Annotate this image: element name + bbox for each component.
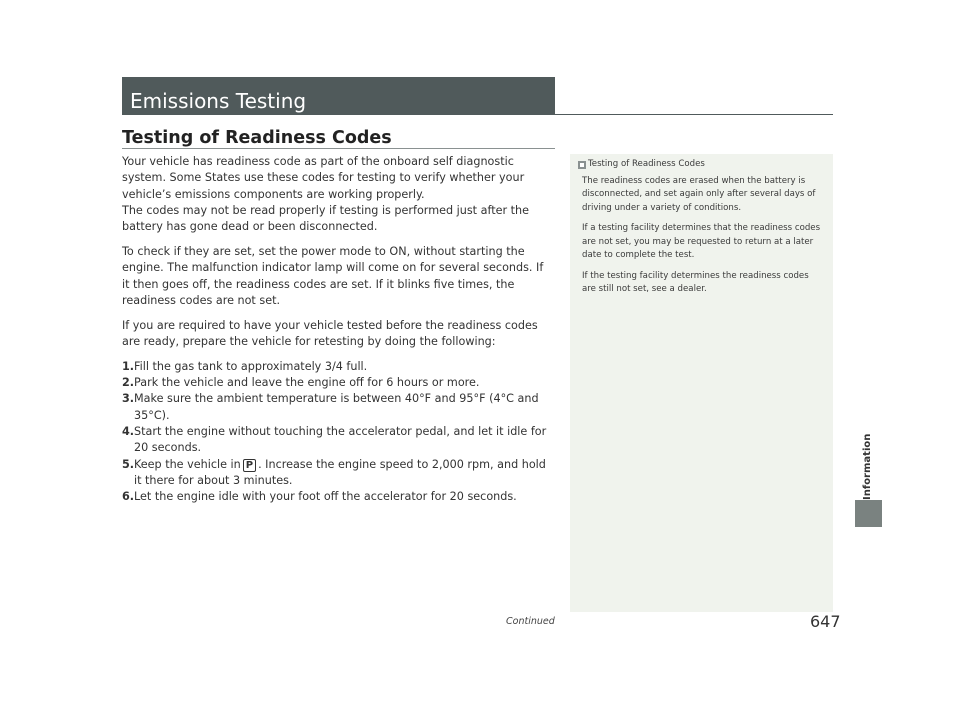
page-number: 647 bbox=[810, 612, 841, 631]
paragraph: If you are required to have your vehicle tested before the readiness codes are ready, prepare the vehicle for retesting by doing the following: bbox=[122, 318, 538, 348]
paragraph: To check if they are set, set the power mode to ON, without starting the engine. The malfunction indicator lamp will come on for several seconds. If it then goes off, the readiness codes are set. If it blinks five times, the readiness codes are not set. bbox=[122, 244, 544, 307]
step-text: Make sure the ambient temperature is between 40°F and 95°F (4°C and 35°C). bbox=[134, 392, 539, 422]
note-paragraph: If a testing facility determines that the readiness codes are not set, you may be requested to return at a later date to complete the test. bbox=[582, 223, 821, 260]
reference-icon bbox=[578, 161, 586, 169]
title-rule bbox=[122, 148, 555, 149]
step-number: 5. bbox=[122, 457, 135, 471]
section-header-title: Emissions Testing bbox=[130, 89, 307, 113]
note-heading bbox=[578, 158, 825, 172]
main-body bbox=[122, 154, 554, 505]
list-item bbox=[122, 359, 554, 375]
step-number: 1. bbox=[122, 359, 135, 373]
side-tab-marker bbox=[855, 500, 882, 527]
note-paragraph: The readiness codes are erased when the battery is disconnected, and set again only after several days of driving under a variety of conditions. bbox=[582, 175, 816, 213]
paragraph: Your vehicle has readiness code as part of the onboard self diagnostic system. Some States use these codes for testing to verify whether your vehicle’s emissions components are working properly. The codes may not be read properly if testing is performed just after the battery has gone dead or been disconnected. bbox=[122, 155, 529, 234]
list-item bbox=[122, 489, 554, 505]
step-text: Keep the vehicle in bbox=[134, 457, 241, 471]
list-item bbox=[122, 391, 554, 424]
list-item bbox=[122, 375, 554, 391]
step-number: 6. bbox=[122, 490, 135, 504]
list-item bbox=[122, 457, 554, 490]
step-text: . Increase the engine speed to 2,000 rpm, and hold it there for about 3 minutes. bbox=[134, 457, 546, 487]
step-number: 3. bbox=[122, 392, 135, 406]
section-header bbox=[122, 77, 555, 115]
page-title: Testing of Readiness Codes bbox=[122, 128, 392, 148]
step-number: 4. bbox=[122, 424, 135, 438]
list-item bbox=[122, 424, 554, 457]
park-key-icon: P bbox=[243, 459, 256, 472]
step-text: Fill the gas tank to approximately 3/4 full. bbox=[134, 359, 368, 373]
side-tab-label: Information bbox=[862, 433, 873, 500]
step-text: Let the engine idle with your foot off the accelerator for 20 seconds. bbox=[134, 490, 517, 504]
step-number: 2. bbox=[122, 376, 135, 390]
step-text: Start the engine without touching the accelerator pedal, and let it idle for 20 seconds. bbox=[134, 424, 547, 455]
note-paragraph: If the testing facility determines the readiness codes are still not set, see a dealer. bbox=[582, 270, 809, 294]
continued-label: Continued bbox=[506, 616, 555, 627]
header-rule bbox=[555, 114, 833, 115]
step-text: Park the vehicle and leave the engine off for 6 hours or more. bbox=[134, 376, 480, 390]
note-heading-text: Testing of Readiness Codes bbox=[588, 159, 705, 169]
sidebar-note bbox=[570, 154, 833, 612]
steps-list bbox=[122, 359, 554, 506]
